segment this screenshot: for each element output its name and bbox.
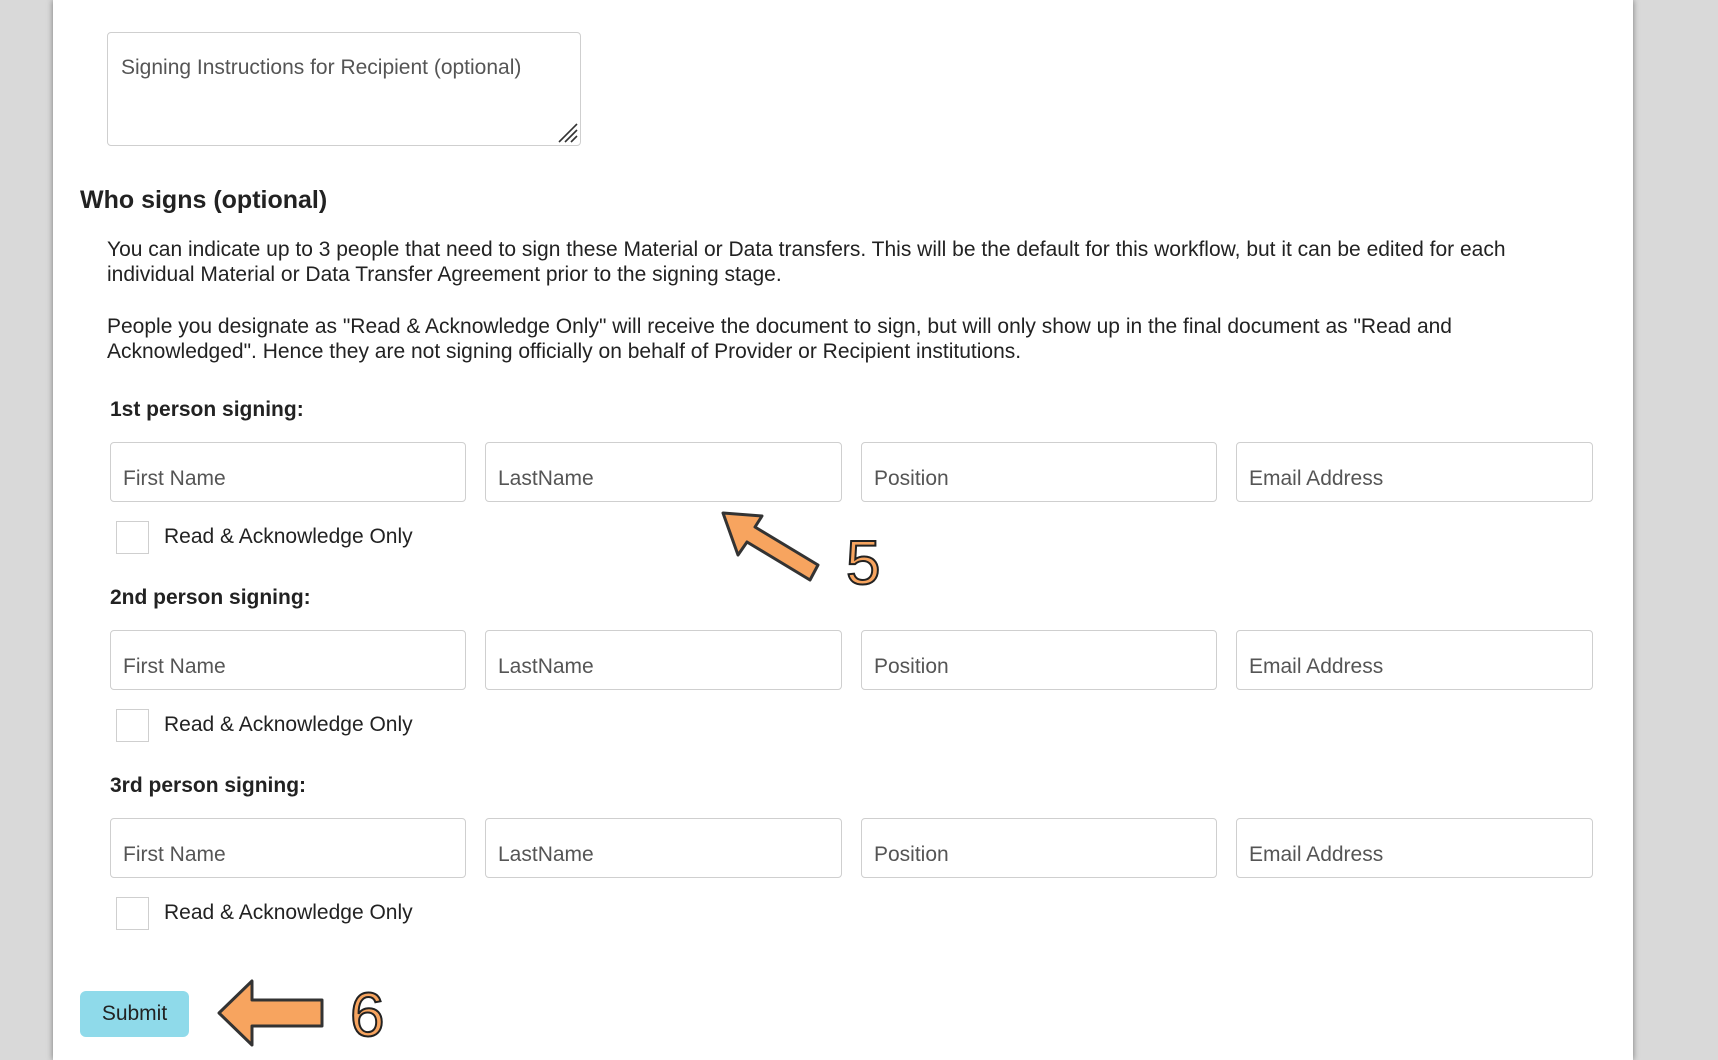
person-1-email-input[interactable] (1236, 442, 1593, 502)
person-1-read-acknowledge-label[interactable]: Read & Acknowledge Only (164, 525, 413, 548)
description-2-line-1: People you designate as "Read & Acknowledge Only" will receive the document to sign, but will only show up in the final document as "Read and (107, 315, 1452, 338)
who-signs-title: Who signs (optional) (80, 186, 328, 214)
person-2-read-acknowledge-label[interactable]: Read & Acknowledge Only (164, 713, 413, 736)
person-1-read-acknowledge-checkbox[interactable] (116, 521, 149, 554)
description-1-line-2: individual Material or Data Transfer Agreement prior to the signing stage. (107, 263, 782, 286)
signing-instructions-textarea[interactable] (107, 32, 581, 146)
email-placeholder: Email Address (1249, 655, 1384, 678)
person-1-label: 1st person signing: (110, 398, 304, 421)
person-3-read-acknowledge-label[interactable]: Read & Acknowledge Only (164, 901, 413, 924)
description-2-line-2: Acknowledged". Hence they are not signing officially on behalf of Provider or Recipient institutions. (107, 340, 1022, 363)
person-2-read-acknowledge-checkbox[interactable] (116, 709, 149, 742)
person-2-first-name-input[interactable] (110, 630, 466, 690)
person-3-first-name-input[interactable] (110, 818, 466, 878)
first-name-placeholder: First Name (123, 843, 226, 866)
person-2-email-input[interactable] (1236, 630, 1593, 690)
first-name-placeholder: First Name (123, 655, 226, 678)
person-2-label: 2nd person signing: (110, 586, 311, 609)
person-3-label: 3rd person signing: (110, 774, 307, 797)
person-3-last-name-input[interactable] (485, 818, 842, 878)
person-3-read-acknowledge-checkbox[interactable] (116, 897, 149, 930)
person-3-position-input[interactable] (861, 818, 1217, 878)
last-name-placeholder: LastName (498, 655, 594, 678)
resize-grip-icon[interactable] (556, 121, 578, 143)
form-panel (53, 0, 1633, 1060)
position-placeholder: Position (874, 655, 949, 678)
position-placeholder: Position (874, 467, 949, 490)
step-5-number: 5 (846, 529, 881, 598)
step-6-arrow-icon (216, 978, 326, 1048)
person-2-last-name-input[interactable] (485, 630, 842, 690)
who-signs-description-2 (107, 314, 1607, 364)
signing-instructions-placeholder: Signing Instructions for Recipient (optional) (121, 56, 522, 79)
email-placeholder: Email Address (1249, 843, 1384, 866)
last-name-placeholder: LastName (498, 843, 594, 866)
who-signs-description-1 (107, 237, 1607, 287)
step-6-number: 6 (350, 981, 385, 1050)
last-name-placeholder: LastName (498, 467, 594, 490)
person-1-first-name-input[interactable] (110, 442, 466, 502)
submit-button[interactable]: Submit (80, 991, 189, 1037)
description-1-line-1: You can indicate up to 3 people that need to sign these Material or Data transfers. This will be the default for this workflow, but it can be edited for each (107, 238, 1506, 261)
position-placeholder: Position (874, 843, 949, 866)
email-placeholder: Email Address (1249, 467, 1384, 490)
first-name-placeholder: First Name (123, 467, 226, 490)
person-1-position-input[interactable] (861, 442, 1217, 502)
person-3-email-input[interactable] (1236, 818, 1593, 878)
person-2-position-input[interactable] (861, 630, 1217, 690)
step-5-arrow-icon (720, 510, 820, 590)
person-1-last-name-input[interactable] (485, 442, 842, 502)
